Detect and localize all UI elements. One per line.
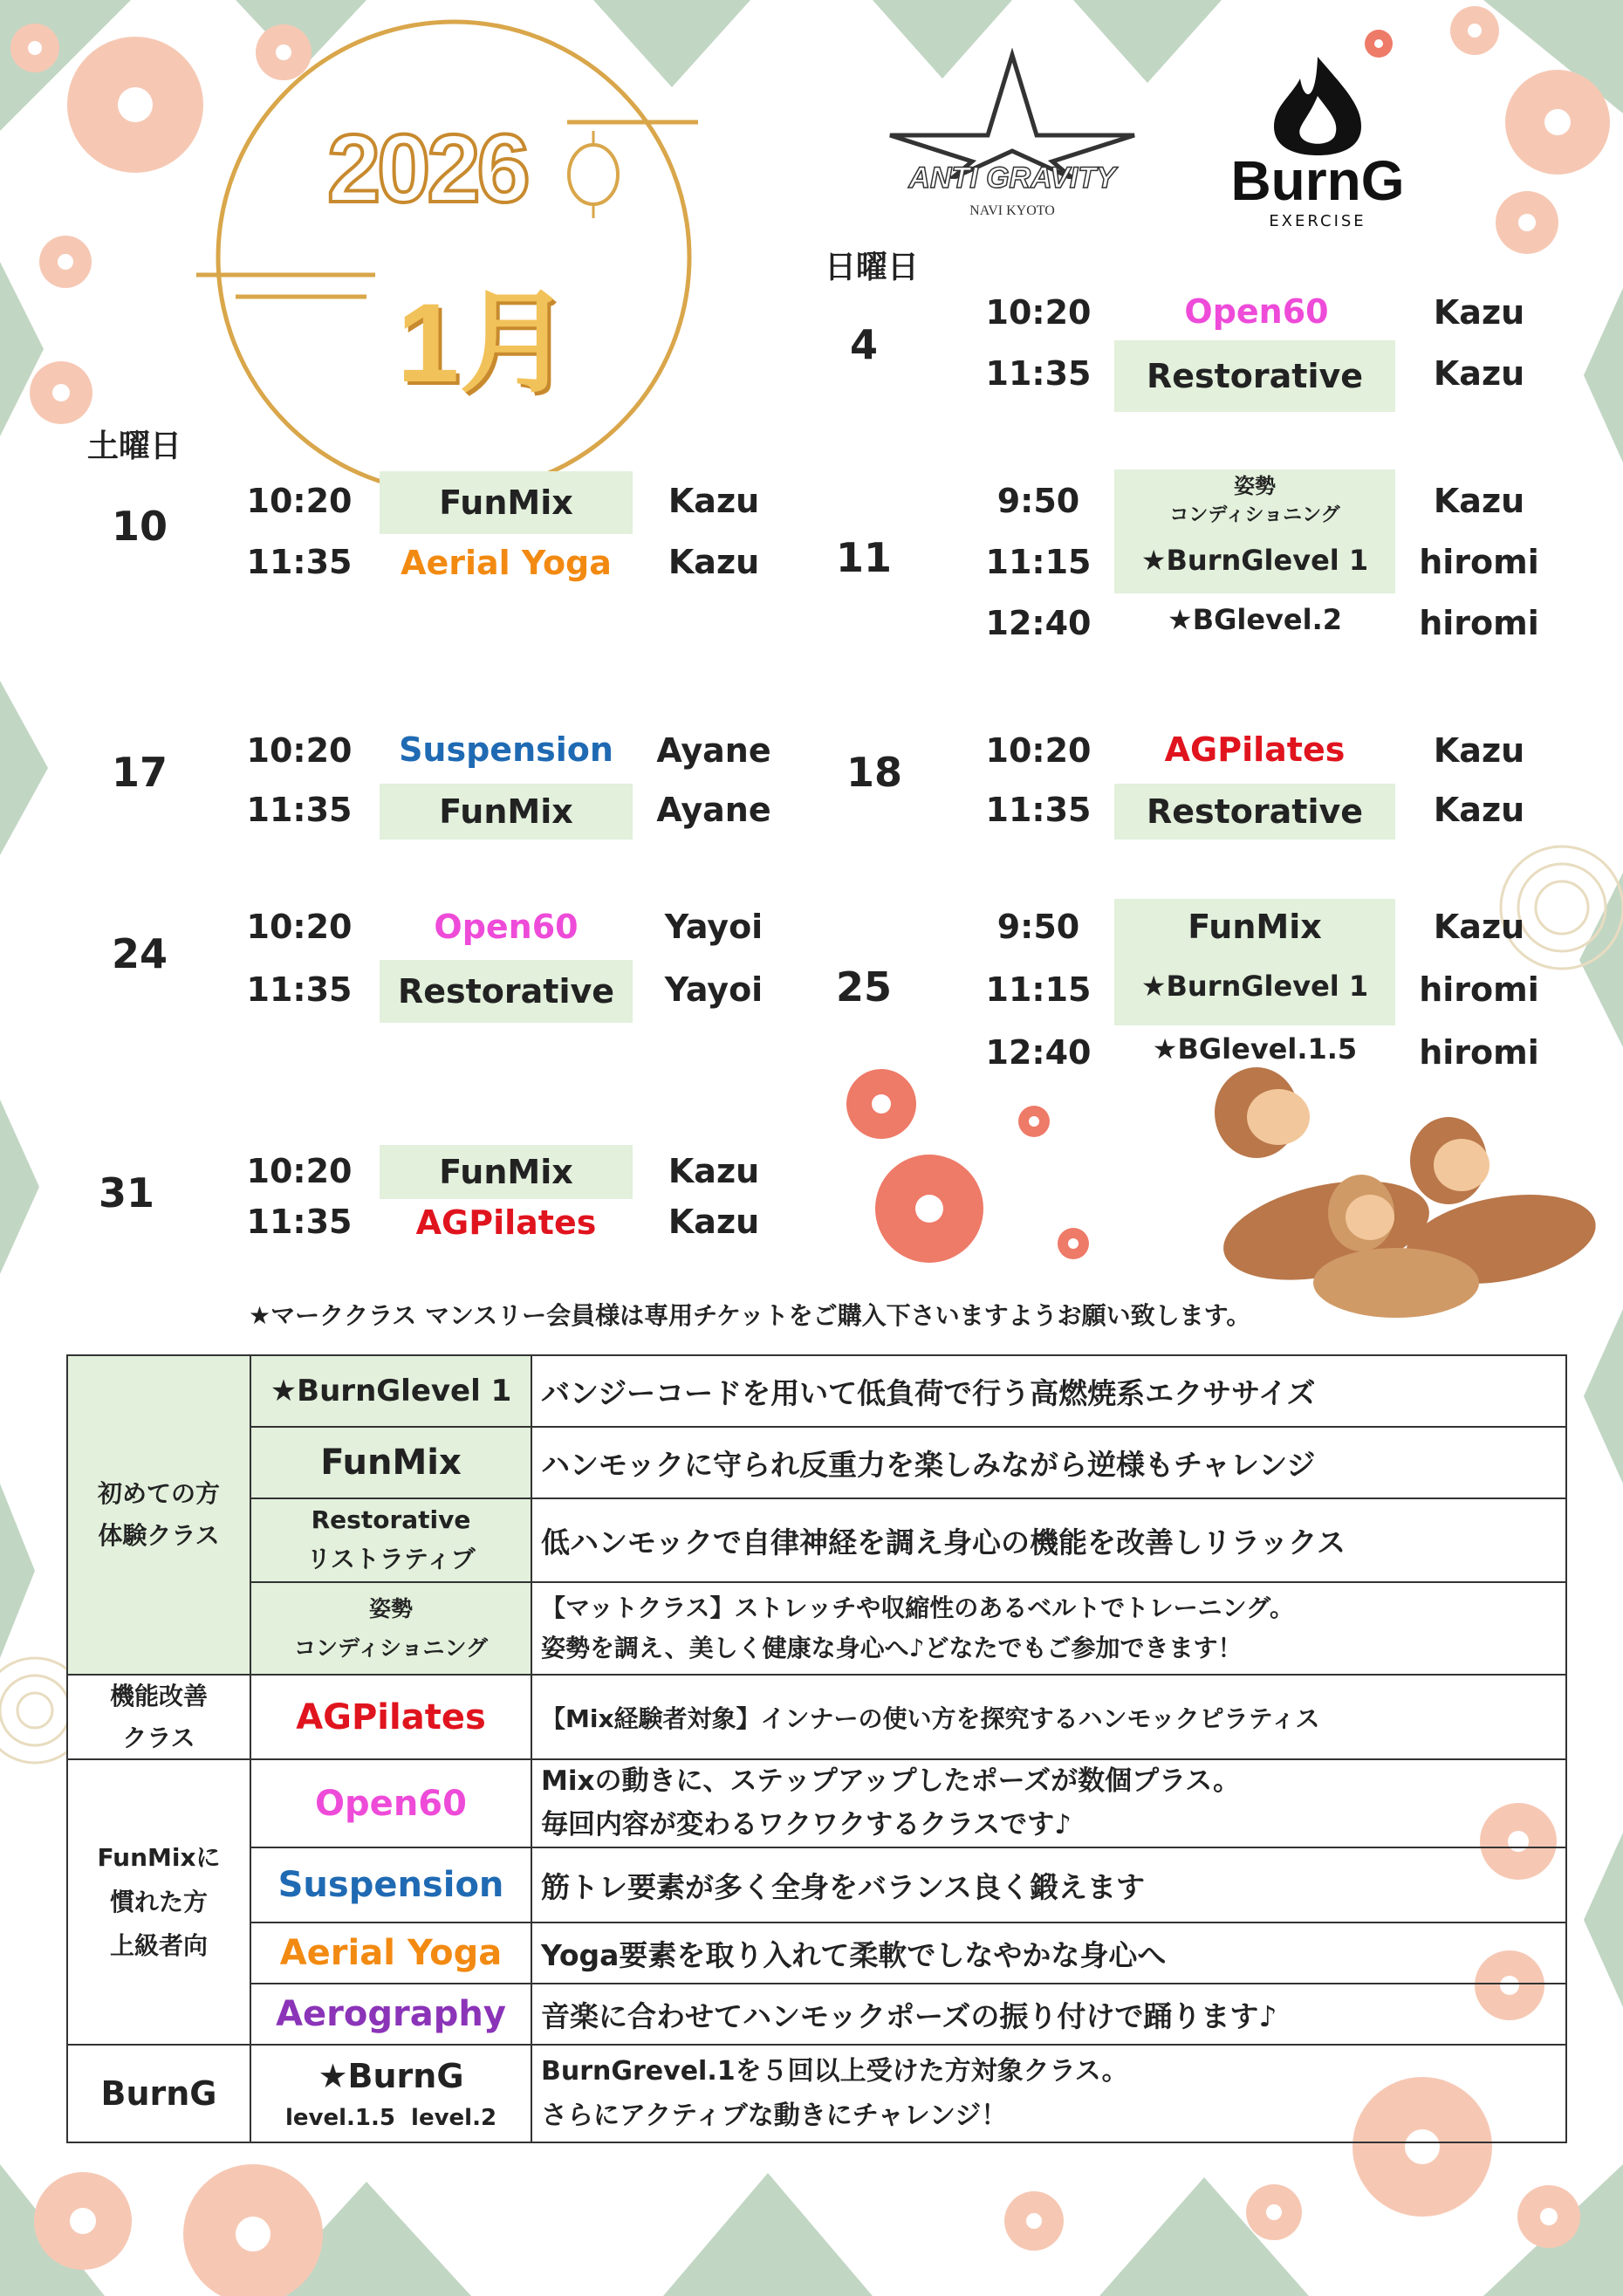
time: 10:20 <box>246 731 353 770</box>
instructor: Kazu <box>1433 791 1525 829</box>
table-row <box>67 1582 1566 1675</box>
horse-illustration <box>1215 1067 1603 1318</box>
class-name <box>1114 471 1395 530</box>
instructor: Kazu <box>668 482 760 520</box>
class-desc-cell: Yoga要素を取り入れて柔軟でしなやかな身心へ <box>531 1922 1566 1984</box>
class-name-line: コンディショニング <box>1169 504 1340 526</box>
category-label: 上級者向 <box>109 1930 208 1960</box>
class-desc-line: 毎回内容が変わるワクワクするクラスです♪ <box>541 1808 1072 1840</box>
category-label: 慣れた方 <box>109 1887 208 1916</box>
date-sun-4: 4 <box>849 321 878 368</box>
flame-icon <box>1213 52 1422 157</box>
burng-logo <box>1213 52 1422 236</box>
instructor: Yayoi <box>664 908 764 946</box>
class-name: Aerial Yoga <box>401 544 612 582</box>
category-burng: BurnG <box>67 2045 250 2142</box>
class-name: FunMix <box>380 784 633 840</box>
class-desc-line: 姿勢を調え、美しく健康な身心へ♪どなたでもご参加できます！ <box>541 1634 1243 1662</box>
time: 10:20 <box>246 482 353 520</box>
table-row <box>67 1427 1566 1498</box>
table-row <box>67 1847 1566 1922</box>
class-name: ★BurnGlevel 1 <box>1140 544 1369 577</box>
instructor: Ayane <box>656 731 771 770</box>
time: 11:35 <box>985 354 1092 393</box>
time: 11:35 <box>246 1203 353 1241</box>
class-name: Restorative <box>380 960 633 1023</box>
instructor: Kazu <box>668 1152 760 1190</box>
category-label: FunMixに <box>97 1843 221 1873</box>
class-name: FunMix <box>380 1145 633 1199</box>
table-row <box>67 1922 1566 1984</box>
ticket-note: ★マーククラス マンスリー会員様は専用チケットをご購入下さいますようお願い致します。 <box>249 1301 1251 1330</box>
category-beginner <box>67 1355 250 1675</box>
class-desc-cell: ハンモックに守られ反重力を楽しみながら逆様もチャレンジ <box>531 1427 1566 1498</box>
class-name: Restorative <box>1114 340 1395 412</box>
class-desc-cell <box>531 1582 1566 1675</box>
time: 9:50 <box>996 482 1080 520</box>
antigravity-logo-sub: NAVI KYOTO <box>969 203 1055 218</box>
time: 10:20 <box>246 908 353 946</box>
class-desc-cell: バンジーコードを用いて低負荷で行う高燃焼系エクササイズ <box>531 1355 1566 1427</box>
class-name-cell: Aerial Yoga <box>250 1922 531 1984</box>
category-functional <box>67 1675 250 1759</box>
class-name: Suspension <box>399 730 613 769</box>
antigravity-logo-text: ANTI GRAVITY <box>908 161 1116 195</box>
time: 12:40 <box>985 1033 1092 1072</box>
class-name-cell: Open60 <box>250 1759 531 1847</box>
burng-logo-text: BurnG <box>1230 149 1405 212</box>
antigravity-logo <box>881 48 1143 231</box>
class-name: Open60 <box>434 908 579 946</box>
table-row <box>67 1759 1566 1847</box>
date-sat-17: 17 <box>111 749 168 796</box>
time: 11:15 <box>985 543 1092 581</box>
category-label: クラス <box>122 1723 195 1752</box>
instructor: hiromi <box>1419 1033 1539 1072</box>
table-row <box>67 2045 1566 2142</box>
date-sat-24: 24 <box>111 930 168 977</box>
instructor: Kazu <box>1433 908 1525 946</box>
class-desc-cell: 筋トレ要素が多く全身をバランス良く鍛えます <box>531 1847 1566 1922</box>
date-sun-25: 25 <box>835 963 892 1011</box>
class-desc-line: 【マットクラス】ストレッチや収縮性のあるベルトでトレーニング。 <box>541 1593 1294 1622</box>
sunday-header: 日曜日 <box>825 250 920 285</box>
burng-logo-sub: EXERCISE <box>1269 212 1366 230</box>
class-desc-cell: 【Mix経験者対象】インナーの使い方を探究するハンモックピラティス <box>531 1675 1566 1759</box>
class-name-cell: Suspension <box>250 1847 531 1922</box>
class-name-line: 姿勢 <box>1234 474 1276 498</box>
date-sat-10: 10 <box>111 503 168 550</box>
class-name: FunMix <box>1188 908 1322 946</box>
instructor: Kazu <box>1433 482 1525 520</box>
time: 10:20 <box>246 1152 353 1190</box>
class-description-table <box>66 1354 1567 2143</box>
class-name-cell: Aerography <box>250 1984 531 2045</box>
class-name-line: 姿勢 <box>368 1596 413 1621</box>
table-row <box>67 1984 1566 2045</box>
class-desc-line: BurnGrevel.1を５回以上受けた方対象クラス。 <box>541 2056 1128 2087</box>
class-name-cell: FunMix <box>250 1427 531 1498</box>
category-advanced <box>67 1759 250 2045</box>
class-name-cell: ★BurnGlevel 1 <box>250 1355 531 1427</box>
category-label: 体験クラス <box>98 1521 220 1550</box>
lantern-icon <box>569 131 618 218</box>
class-name: Open60 <box>1184 292 1329 331</box>
class-name-line: コンディショニング <box>293 1635 488 1661</box>
class-name-cell <box>250 2045 531 2142</box>
class-name: ★BGlevel.2 <box>1168 603 1342 636</box>
class-desc-cell <box>531 2045 1566 2142</box>
class-name-line: リストラティブ <box>306 1545 476 1573</box>
instructor: Kazu <box>668 543 760 581</box>
class-name: ★BGlevel.1.5 <box>1152 1032 1358 1066</box>
class-name: ★BurnGlevel 1 <box>1140 970 1369 1003</box>
time: 11:35 <box>246 543 353 581</box>
table-row <box>67 1355 1566 1427</box>
instructor: hiromi <box>1419 970 1539 1009</box>
date-sun-11: 11 <box>835 534 892 581</box>
instructor: Kazu <box>668 1203 760 1241</box>
time: 11:35 <box>246 791 353 829</box>
class-desc-cell: 低ハンモックで自律神経を調え身心の機能を改善しリラックス <box>531 1498 1566 1582</box>
class-name-cell: AGPilates <box>250 1675 531 1759</box>
antigravity-star-icon <box>881 48 1143 179</box>
class-name: FunMix <box>380 471 633 534</box>
instructor: hiromi <box>1419 604 1539 642</box>
time: 10:20 <box>985 731 1092 770</box>
class-desc-line: さらにアクティブな動きにチャレンジ！ <box>541 2101 1008 2132</box>
class-desc-line: Mixの動きに、ステップアップしたポーズが数個プラス。 <box>541 1765 1241 1798</box>
instructor: Kazu <box>1433 293 1525 332</box>
class-name-line: level.1.5 level.2 <box>284 2105 497 2132</box>
instructor: Kazu <box>1433 731 1525 770</box>
time: 9:50 <box>996 908 1080 946</box>
class-name-cell <box>250 1498 531 1582</box>
saturday-header: 土曜日 <box>87 428 182 464</box>
instructor: Ayane <box>656 791 771 829</box>
class-name-line: ★BurnG <box>318 2057 464 2096</box>
table-row <box>67 1498 1566 1582</box>
year-heading: 2026 <box>327 115 527 223</box>
class-name: Restorative <box>1114 784 1395 840</box>
class-name: AGPilates <box>415 1203 597 1242</box>
category-label: 初めての方 <box>97 1479 220 1509</box>
class-desc-cell <box>531 1759 1566 1847</box>
time: 10:20 <box>985 293 1092 332</box>
category-label: 機能改善 <box>109 1682 208 1710</box>
class-name-cell <box>250 1582 531 1675</box>
table-row <box>67 1675 1566 1759</box>
class-name-line: Restorative <box>311 1505 471 1535</box>
instructor: Yayoi <box>664 970 764 1009</box>
month-heading: 1月 <box>397 281 572 406</box>
date-sat-31: 31 <box>98 1169 154 1217</box>
instructor: Kazu <box>1433 354 1525 393</box>
time: 12:40 <box>985 604 1092 642</box>
time: 11:15 <box>985 970 1092 1009</box>
class-desc-cell: 音楽に合わせてハンモックポーズの振り付けで踊ります♪ <box>531 1984 1566 2045</box>
class-name: AGPilates <box>1164 730 1346 769</box>
date-sun-18: 18 <box>846 749 902 796</box>
time: 11:35 <box>985 791 1092 829</box>
instructor: hiromi <box>1419 543 1539 581</box>
time: 11:35 <box>246 970 353 1009</box>
